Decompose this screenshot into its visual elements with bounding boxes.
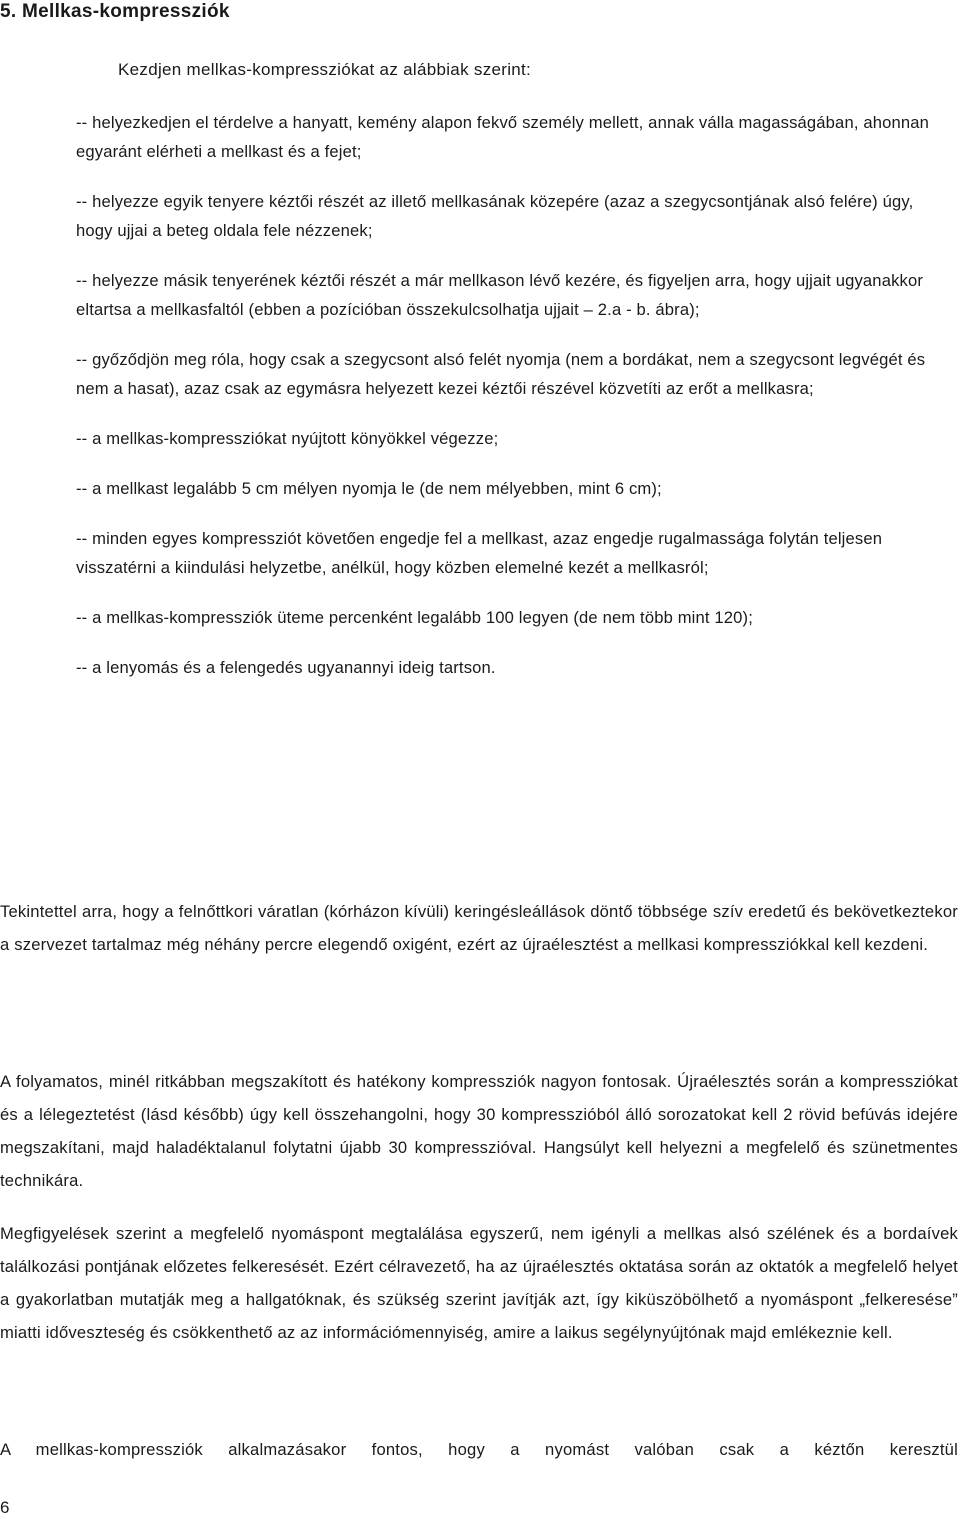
body-paragraph: Tekintettel arra, hogy a felnőttkori váratlan (kórházon kívüli) keringésleállások döntő többsége szív eredetű és bekövetkeztekor a szervezet tartalmaz még néhány percre elegendő oxigént, ezért az újraélesztést a mellkasi kompressziókkal kell kezdeni. <box>0 902 958 954</box>
section-heading: 5. Mellkas-kompressziók <box>0 1 230 22</box>
body-paragraph: Megfigyelések szerint a megfelelő nyomáspont megtalálása egyszerű, nem igényli a mellkas alsó szélének és a bordaívek találkozási pontjának előzetes felkeresését. Ezért célravezető, ha az újraélesztés oktatása során az oktatók a megfelelő helyet a gyakorlatban mutatják meg a hallgatóknak, és szükség szerint javítják azt, így kiküszöbölhető a nyomáspont „felkeresése” miatti időveszteség és csökkenthető az az információmennyiség, amire a laikus segélynyújtónak majd emlékeznie kell. <box>0 1224 958 1342</box>
list-item: -- a mellkas-kompressziókat nyújtott könyökkel végezze; <box>76 429 499 448</box>
list-item: -- a mellkast legalább 5 cm mélyen nyomja le (de nem mélyebben, mint 6 cm); <box>76 479 662 498</box>
list-item: -- győződjön meg róla, hogy csak a szegycsont alsó felét nyomja (nem a bordákat, nem a szegycsont legvégét és nem a hasat), azaz csak az egymásra helyezett kezei kéztői részével közvetíti az erőt a mellkasra; <box>76 350 926 398</box>
list-item: -- a lenyomás és a felengedés ugyanannyi ideig tartson. <box>76 658 496 677</box>
body-paragraph: A mellkas-kompressziók alkalmazásakor fontos, hogy a nyomást valóban csak a kéztőn keresztül <box>0 1440 958 1459</box>
list-item: -- helyezze egyik tenyere kéztői részét az illető mellkasának közepére (azaz a szegycsontjának alsó felére) úgy, hogy ujjai a beteg oldala fele nézzenek; <box>76 192 914 240</box>
section-intro: Kezdjen mellkas-kompressziókat az alábbiak szerint: <box>118 60 532 79</box>
list-item: -- helyezze másik tenyerének kéztői részét a már mellkason lévő kezére, és figyeljen arra, hogy ujjait ugyanakkor eltartsa a mellkasfaltól (ebben a pozícióban összekulcsolhatja ujjait – 2.a - b. ábra); <box>76 271 924 319</box>
body-paragraph: A folyamatos, minél ritkábban megszakított és hatékony kompressziók nagyon fontosak. Újraélesztés során a kompressziókat és a lélegeztetést (lásd később) úgy kell összehangolni, hogy 30 kompresszióból álló sorozatokat kell 2 rövid befúvás idejére megszakítani, majd haladéktalanul folytatni újabb 30 kompresszióval. Hangsúlyt kell helyezni a megfelelő és szünetmentes technikára. <box>0 1072 958 1190</box>
list-item: -- a mellkas-kompressziók üteme percenként legalább 100 legyen (de nem több mint 120); <box>76 608 753 627</box>
page-number: 6 <box>0 1498 10 1517</box>
list-item: -- helyezkedjen el térdelve a hanyatt, kemény alapon fekvő személy mellett, annak válla magasságában, ahonnan egyaránt elérheti a mellkast és a fejet; <box>76 113 929 161</box>
list-item: -- minden egyes kompressziót követően engedje fel a mellkast, azaz engedje rugalmassága folytán teljesen visszatérni a kiindulási helyzetbe, anélkül, hogy közben elemelné kezét a mellkasról; <box>76 529 883 577</box>
instruction-list <box>76 108 932 703</box>
